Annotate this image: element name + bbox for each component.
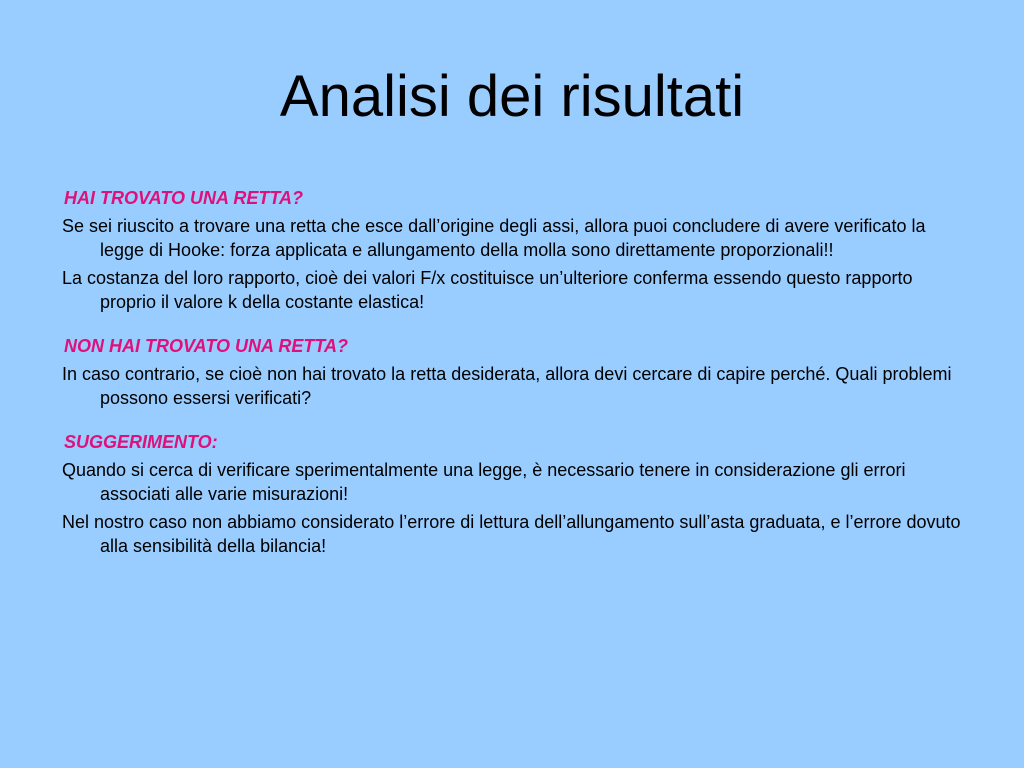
paragraph: La costanza del loro rapporto, cioè dei valori F/x costituisce un’ulteriore conferma essendo questo rapporto proprio il valore k della costante elastica! (62, 268, 913, 312)
slide-body (62, 186, 962, 562)
section-heading: NON HAI TROVATO UNA RETTA? (64, 336, 348, 356)
section-suggestion (62, 430, 962, 558)
section-found-line (62, 186, 962, 314)
section-not-found-line (62, 334, 962, 410)
paragraph: Se sei riuscito a trovare una retta che esce dall’origine degli assi, allora puoi concludere di avere verificato la legge di Hooke: forza applicata e allungamento della molla sono direttamente proporzionali!! (62, 216, 926, 260)
paragraph: Quando si cerca di verificare sperimentalmente una legge, è necessario tenere in considerazione gli errori associati alle varie misurazioni! (62, 460, 906, 504)
paragraph: In caso contrario, se cioè non hai trovato la retta desiderata, allora devi cercare di capire perché. Quali problemi possono essersi verificati? (62, 364, 952, 408)
section-heading: HAI TROVATO UNA RETTA? (64, 188, 303, 208)
section-heading: SUGGERIMENTO: (64, 432, 218, 452)
paragraph: Nel nostro caso non abbiamo considerato l’errore di lettura dell’allungamento sull’asta graduata, e l’errore dovuto alla sensibilità della bilancia! (62, 512, 961, 556)
slide-title: Analisi dei risultati (279, 64, 745, 129)
